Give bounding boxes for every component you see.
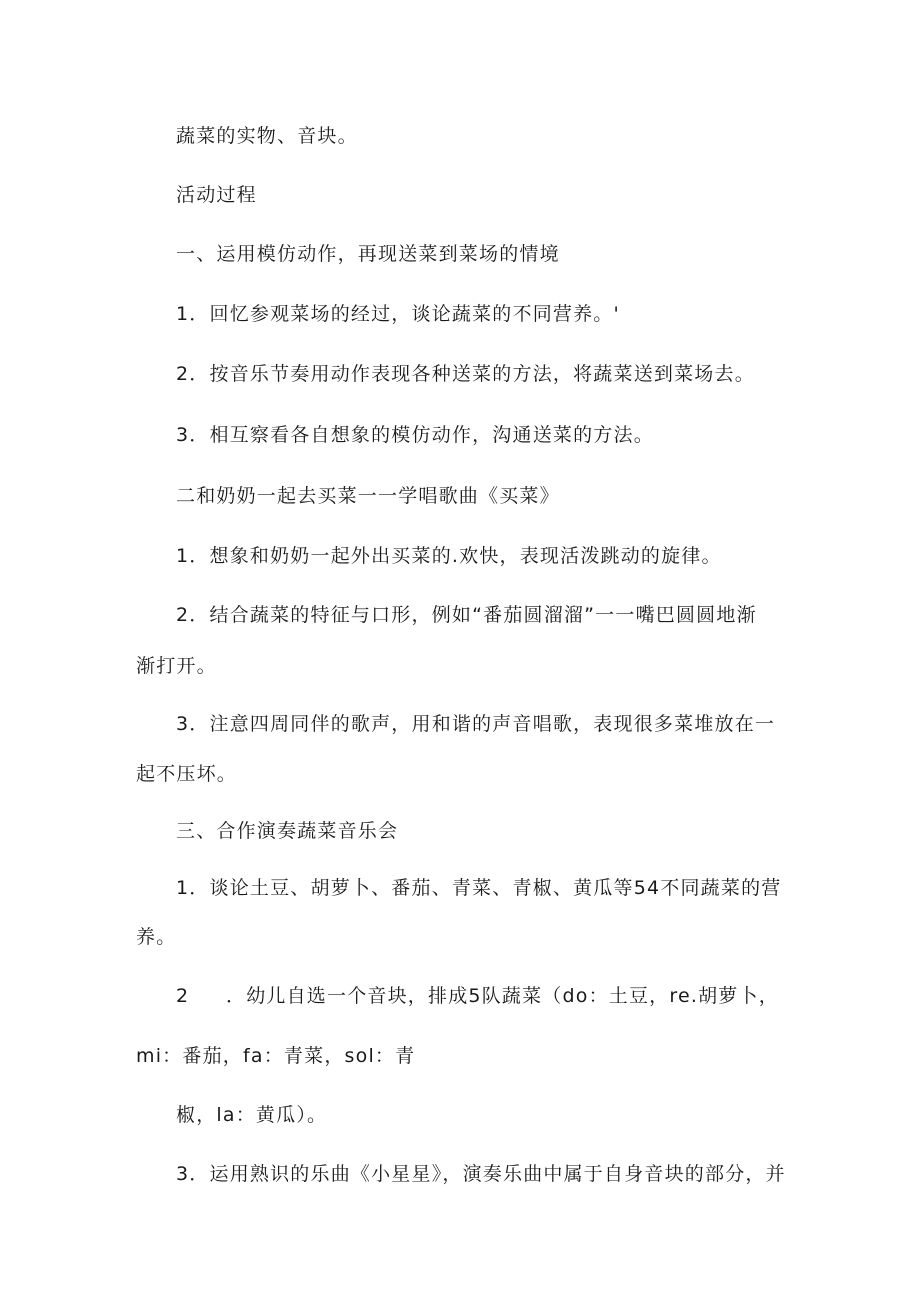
list-item-1-1: 1．回忆参观菜场的经过，谈论蔬菜的不同营养。' [176,303,620,325]
section-heading-1: 一、运用模仿动作，再现送菜到菜场的情境 [176,243,560,265]
text-line-materials: 蔬菜的实物、音块。 [176,125,358,147]
section-heading-3: 三、合作演奏蔬菜音乐会 [176,820,399,842]
list-item-3-2-continued: mi：番茄，fa：青菜，sol：青 [136,1045,416,1067]
list-item-3-2: ．幼儿自选一个音块，排成5队蔬菜（do：土豆，re.胡萝卜， [226,985,779,1007]
section-heading-2: 二和奶奶一起去买菜一一学唱歌曲《买菜》 [176,485,560,507]
list-item-3-1: 1．谈论土豆、胡萝卜、番茄、青菜、青椒、黄瓜等54不同蔬菜的营 [176,877,782,899]
list-item-2-3: 3．注意四周同伴的歌声，用和谐的声音唱歌，表现很多菜堆放在一 [176,713,776,735]
list-item-1-3: 3．相互察看各自想象的模仿动作，沟通送菜的方法。 [176,424,654,446]
list-item-2-2: 2．结合蔬菜的特征与口形，例如“番茄圆溜溜”一一嘴巴圆圆地渐 [176,604,757,626]
list-item-2-2-continued: 渐打开。 [136,655,217,677]
list-item-2-1: 1．想象和奶奶一起外出买菜的.欢快，表现活泼跳动的旋律。 [176,545,722,567]
heading-activity-process: 活动过程 [176,184,257,206]
list-item-2-3-continued: 起不压坏。 [136,763,238,785]
list-item-3-3: 3．运用熟识的乐曲《小星星》，演奏乐曲中属于自身音块的部分，并 [176,1163,786,1185]
list-item-3-1-continued: 养。 [136,926,177,948]
list-item-1-2: 2．按音乐节奏用动作表现各种送菜的方法，将蔬菜送到菜场去。 [176,363,755,385]
list-item-3-2-number: 2 [176,985,190,1007]
list-item-3-2-continued-2: 椒，la：黄瓜）。 [176,1104,328,1126]
